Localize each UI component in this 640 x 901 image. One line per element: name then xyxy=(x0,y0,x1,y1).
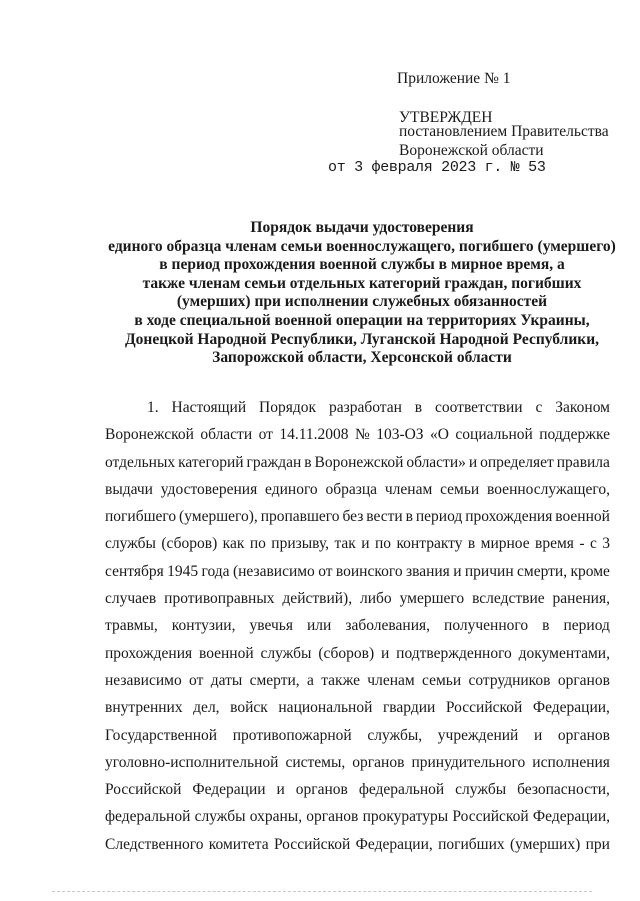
approved-label: УТВЕРЖДЕН xyxy=(399,109,493,126)
body-line: внутренних дел, войск национальной гвардии Российской Федерации, xyxy=(105,699,610,717)
body-line: независимо от даты смерти, а также членам семьи сотрудников органов xyxy=(105,671,610,689)
approved-by-line: постановлением Правительства xyxy=(399,123,609,140)
body-line: службы (сборов) как по призыву, так и по контракту в мирное время - с 3 xyxy=(105,535,610,553)
body-line: Следственного комитета Российской Федерации, погибших (умерших) при xyxy=(105,835,610,853)
body-line: сентября 1945 года (независимо от воинского звания и причин смерти, кроме xyxy=(105,562,610,580)
title-line: в период прохождения военной службы в мирное время, а xyxy=(159,256,565,274)
page-edge-divider xyxy=(52,890,592,892)
title-line: Порядок выдачи удостоверения xyxy=(250,219,474,236)
body-line: Воронежской области от 14.11.2008 № 103-ОЗ «О социальной поддержке xyxy=(105,426,610,444)
body-line: 1. Настоящий Порядок разработан в соответствии с Законом xyxy=(147,399,610,416)
body-line: Государственной противопожарной службы, учреждений и органов xyxy=(105,726,610,744)
body-line: отдельных категорий граждан в Воронежской области» и определяет правила xyxy=(105,453,610,471)
title-line: (умерших) при исполнении служебных обязанностей xyxy=(176,293,548,311)
approved-by-line: Воронежской области xyxy=(399,142,544,159)
body-line: выдачи удостоверения единого образца членам семьи военнослужащего, xyxy=(105,480,610,498)
appendix-label: Приложение № 1 xyxy=(397,70,511,87)
body-paragraph xyxy=(105,394,610,858)
title-line: единого образца членам семьи военнослужащего, погибшего (умершего) xyxy=(108,237,616,255)
body-line: травмы, контузии, увечья или заболевания, полученного в период xyxy=(105,617,610,635)
body-line: федеральной службы охраны, органов прокуратуры Российской Федерации, xyxy=(105,808,610,826)
body-line: уголовно-исполнительной системы, органов принудительного исполнения xyxy=(105,753,610,771)
title-line: Запорожской области, Херсонской области xyxy=(212,349,512,367)
body-line: прохождения военной службы (сборов) и подтвержденного документами, xyxy=(105,644,610,662)
body-line: погибшего (умершего), пропавшего без вести в период прохождения военной xyxy=(105,508,610,526)
decree-date-line: от 3 февраля 2023 г. № 53 xyxy=(328,159,546,176)
title-line: Донецкой Народной Республики, Луганской Народной Республики, xyxy=(124,330,600,348)
title-line: в ходе специальной военной операции на территориях Украины, xyxy=(134,311,590,329)
body-line: случаев противоправных действий), либо умершего вследствие ранения, xyxy=(105,590,610,608)
body-line: Российской Федерации и органов федеральной службы безопасности, xyxy=(105,781,610,799)
title-line: также членам семьи отдельных категорий граждан, погибших xyxy=(142,274,582,292)
document-title xyxy=(90,219,634,368)
approved-by-block xyxy=(399,122,619,160)
